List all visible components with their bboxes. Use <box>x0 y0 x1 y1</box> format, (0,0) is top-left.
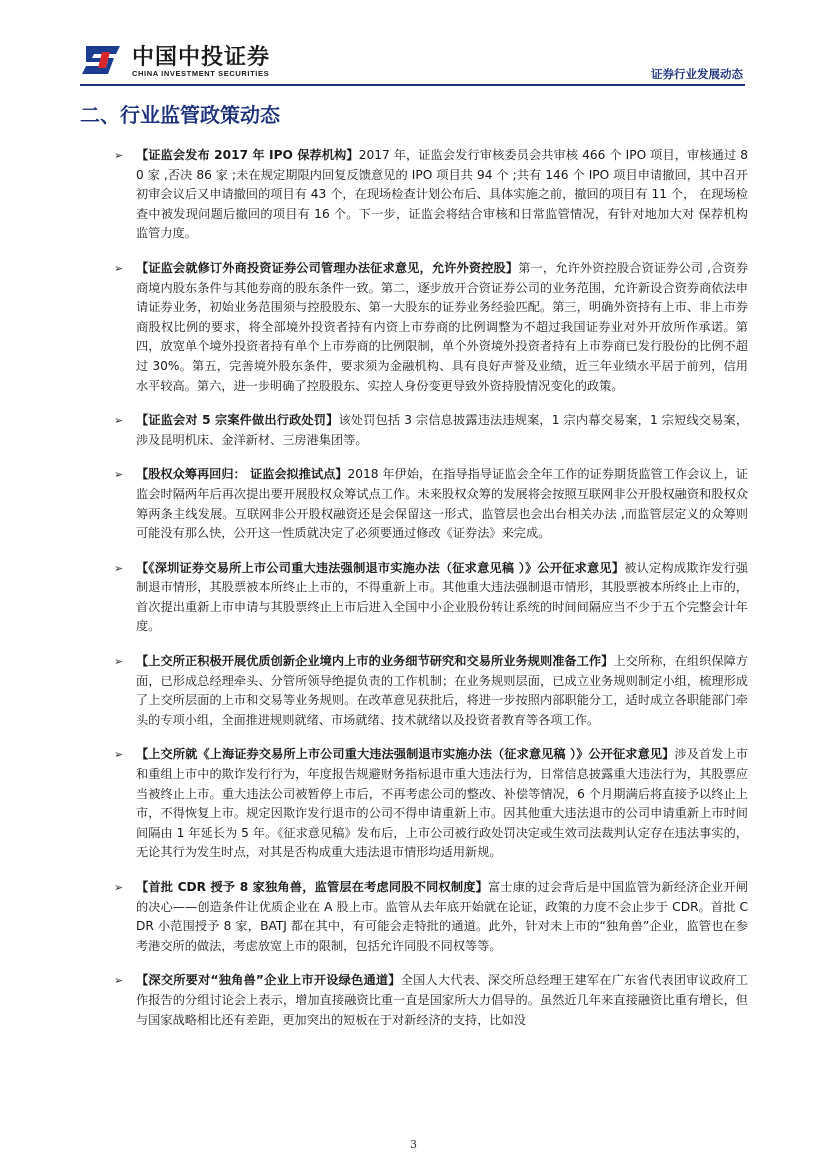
news-item-body: 第一，允许外资控股合资证券公司 ,合资券商境内股东条件与其他券商的股东条件一致。第二，逐步放开合资证券公司的业务范围，允许新设合资券商依法申请证券业务，初始业务范围须与控股股东、第一大股东的证券业务经验匹配。第三，明确外资持有上市、非上市券商股权比例的要求，将全部境外投资者持有内资上市券商的比例调整为不超过我国证券业对外开放所作承诺。第四，放宽单个境外投资者持有单个上市券商的比例限制，单个外资境外投资者持有上市券商已发行股份的比例不超过 30%。第五，完善境外股东条件，要求须为金融机构、具有良好声誉及业绩，近三年业绩水平居于前列，信用水平较高。第六，进一步明确了控股股东、实控人身份变更导致外资持股情况变化的政策。 <box>136 260 749 393</box>
news-item <box>114 971 748 1030</box>
bullet-arrow-icon: ➢ <box>114 414 124 428</box>
news-item-headline: 【证监会发布 2017 年 IPO 保荐机构】 <box>136 148 359 162</box>
news-item-body: 该处罚包括 3 宗信息披露违法违规案，1 宗内幕交易案，1 宗短线交易案，涉及昆明机床、金洋新材、三房港集团等。 <box>136 413 749 447</box>
news-item-body: 富士康的过会背后是中国监管为新经济企业开闸的决心——创造条件让优质企业在 A 股上市。监管从去年底开始就在论证，政策的力度不会止步于 CDR。首批 CDR 小范围授予 8 家，BATJ 都在其中，有可能会走特批的通道。此外，针对未上市的“独角兽”企业，监管也在参考港交所的做法，考虑放宽上市的限制，包括允许同股不同权等等。 <box>136 880 748 953</box>
news-item-headline: 【上交所正积极开展优质创新企业境内上市的业务细节研究和交易所业务规则准备工作】 <box>136 654 614 669</box>
news-list <box>114 146 748 1045</box>
news-item-headline: 【证监会就修订外商投资证券公司管理办法征求意见，允许外资控股】 <box>136 260 519 275</box>
news-item-headline: 【深交所要对“独角兽”企业上市开设绿色通道】 <box>136 973 401 988</box>
logo-english-name: CHINA INVESTMENT SECURITIES <box>132 69 270 78</box>
news-item-body: 被认定构成欺诈发行强制退市情形，其股票被本所终止上市的，不得重新上市。其他重大违法强制退市情形，其股票被本所终止上市的，首次提出重新上市申请与其股票终止上市后进入全国中小企业股份转让系统的时间间隔应当不少于五个完整会计年度。 <box>136 560 748 634</box>
logo-chinese-name: 中国中投证券 <box>132 45 271 70</box>
logo-mark-icon <box>80 42 124 78</box>
news-item <box>114 411 748 450</box>
news-item-body: 全国人大代表、深交所总经理王建军在广东省代表团审议政府工作报告的分组讨论会上表示，增加直接融资比重一直是国家所大力倡导的。虽然近几年来直接融资比重有增长，但与国家战略相比还有差距，更加突出的短板在于对新经济的支持，比如没 <box>136 973 748 1027</box>
news-item <box>114 259 748 396</box>
news-item-headline: 【股权众筹再回归： 证监会拟推试点】 <box>136 467 348 482</box>
news-item-headline: 【上交所就《上海证券交易所上市公司重大违法强制退市实施办法（征求意见稿 ）》公开征求意见】 <box>136 747 675 762</box>
news-item <box>114 465 748 543</box>
news-item-headline: 【首批 CDR 授予 8 家独角兽，监管层在考虑同股不同权制度】 <box>136 880 489 894</box>
news-item <box>114 878 748 956</box>
bullet-arrow-icon: ➢ <box>114 261 124 275</box>
news-item <box>114 745 748 863</box>
news-item-headline: 【《深圳证券交易所上市公司重大违法强制退市实施办法（征求意见稿 ）》公开征求意见】 <box>136 560 625 575</box>
news-item <box>114 146 748 244</box>
bullet-arrow-icon: ➢ <box>114 468 124 482</box>
bullet-arrow-icon: ➢ <box>114 655 124 669</box>
bullet-arrow-icon: ➢ <box>114 561 124 575</box>
header-divider <box>80 84 745 86</box>
bullet-arrow-icon: ➢ <box>114 974 124 988</box>
page-number: 3 <box>410 1138 417 1151</box>
company-logo <box>80 40 280 82</box>
report-category-tag: 证券行业发展动态 <box>651 67 743 81</box>
news-item-body: 2018 年伊始，在指导指导证监会全年工作的证券期货监管工作会议上，证监会时隔两年后再次提出要开展股权众筹试点工作。未来股权众筹的发展将会按照互联网非公开股权融资和股权众筹两条主线发展。互联网非公开股权融资还是会保留这一形式，监管层也会出台相关办法 ,而监管层定义的众筹则可能没有那么快，公开这一性质就决定了必须要通过修改《证券法》来完成。 <box>136 467 748 541</box>
news-item-headline: 【证监会对 5 宗案件做出行政处罚】 <box>136 413 339 428</box>
news-item <box>114 652 748 730</box>
news-item <box>114 559 748 637</box>
news-item-body: 上交所称，在组织保障方面，已形成总经理牵头、分管所领导绝提负责的工作机制；在业务规则层面，已成立业务规则制定小组，梳理形成了上交所层面的上市和交易等业务规则。在改革意见获批后，将进一步按照内部职能分工，适时成立各职能部门牵头的专项小组，全面推进规则就绪、市场就绪、技术就绪以及投资者教育等各项工作。 <box>136 654 749 727</box>
section-title: 二、行业监管政策动态 <box>80 103 280 127</box>
bullet-arrow-icon: ➢ <box>114 748 124 762</box>
bullet-arrow-icon: ➢ <box>114 149 124 162</box>
news-item-body: 2017 年，证监会发行审核委员会共审核 466 个 IPO 项目，审核通过 80 家 ,否决 86 家 ;未在规定期限内回复反馈意见的 IPO 项目共 94 个 ;共有 146 个 IPO 项目申请撤回，其中召开初审会议后又申请撤回的项目有 43 个，在现场检查计划公布后、具体实施之前，撤回的项目有 11 个， 在现场检查中被发现问题后撤回的项目有 16 个。下一步，证监会将结合审核和日常监管情况，有针对地加大对 保荐机构监管力度。 <box>136 148 748 241</box>
news-item-body: 涉及首发上市和重组上市中的欺诈发行行为，年度报告规避财务指标退市重大违法行为，日常信息披露重大违法行为，其股票应当被终止上市。重大违法公司被暂停上市后，不再考虑公司的整改、补偿等情况，6 个月期满后将直接予以终止上市，不得恢复上市。规定因欺诈发行退市的公司不得申请重新上市。因其他重大违法退市的公司申请重新上市时间间隔由 1 年延长为 5 年。《征求意见稿》发布后，上市公司被行政处罚决定或生效司法裁判认定存在违法事实的，无论其行为发生时点，对其是否构成重大违法退市情形均适用新规。 <box>136 747 748 860</box>
bullet-arrow-icon: ➢ <box>114 881 124 894</box>
